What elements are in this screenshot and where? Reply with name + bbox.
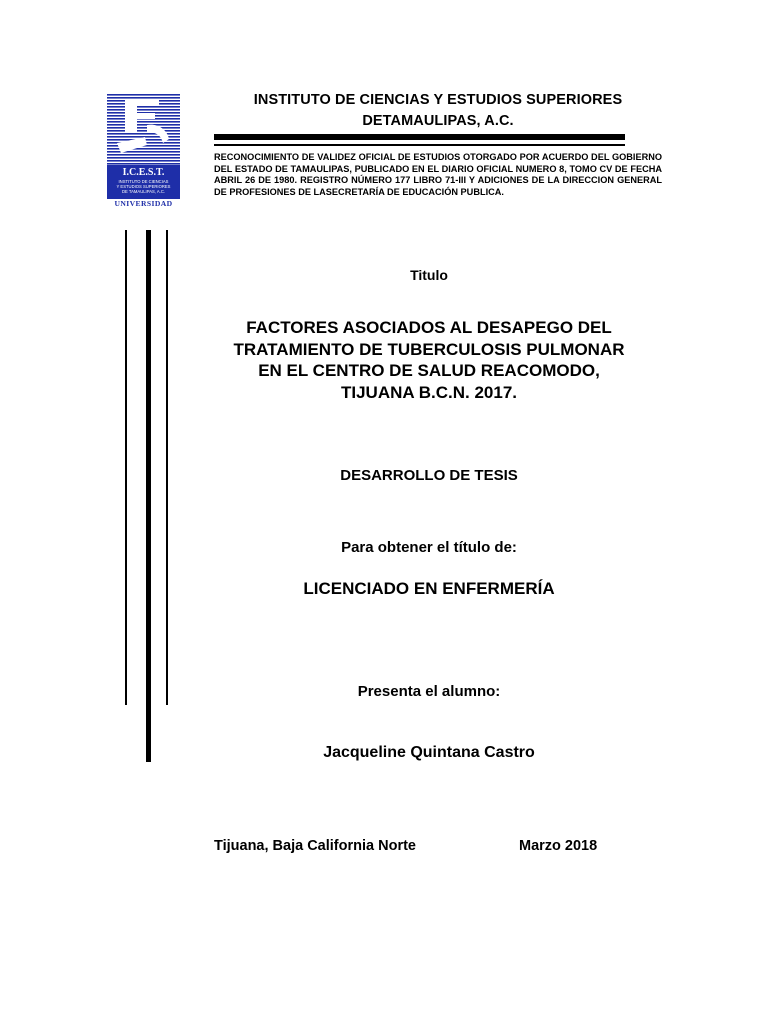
- institution-name-line-1: INSTITUTO DE CIENCIAS Y ESTUDIOS SUPERIORES: [253, 92, 623, 108]
- thesis-title-line: FACTORES ASOCIADOS AL DESAPEGO DEL: [246, 318, 612, 337]
- svg-text:Y ESTUDIOS SUPERIORES: Y ESTUDIOS SUPERIORES: [116, 184, 171, 189]
- institution-name-line-2: DETAMAULIPAS, A.C.: [362, 113, 514, 129]
- logo-stripe: [107, 130, 180, 132]
- place: Tijuana, Baja California Norte: [214, 838, 416, 854]
- logo-stripe: [107, 121, 180, 123]
- thesis-title: [200, 317, 658, 403]
- title-label: Titulo: [410, 267, 448, 283]
- rvoe-statement: RECONOCIMIENTO DE VALIDEZ OFICIAL DE ESTUDIOS OTORGADO POR ACUERDO DEL GOBIERNO DEL ESTADO DE TAMAULIPAS, PUBLICADO EN EL DIARIO OFICIAL NUMERO 8, TOMO CV DE FECHA ABRIL 26 DE 1980. REGISTRO NÚMERO 177 LIBRO 71-III Y ADICIONES DE LA DIRECCION GENERAL DE PROFESIONES DE LASECRETARÍA DE EDUCACIÓN PUBLICA.: [214, 152, 662, 197]
- student-name: Jacqueline Quintana Castro: [323, 744, 535, 761]
- decorative-bar-center: [146, 230, 151, 762]
- logo-stripe: [107, 154, 180, 156]
- presenter-label: Presenta el alumno:: [357, 683, 501, 700]
- degree-intro: Para obtener el título de:: [341, 539, 517, 556]
- logo-stripe: [107, 109, 180, 111]
- logo-stripe: [107, 151, 180, 153]
- logo-stripe: [107, 148, 180, 150]
- thesis-title-line: EN EL CENTRO DE SALUD REACOMODO,: [258, 361, 600, 380]
- logo-stripe: [107, 106, 180, 108]
- logo-stripe: [107, 127, 180, 129]
- logo-stripe: [107, 163, 180, 165]
- decorative-bar-right: [166, 230, 168, 705]
- header-rule-thin: [214, 144, 625, 146]
- thesis-type: DESARROLLO DE TESIS: [340, 467, 518, 484]
- logo-stripe: [107, 97, 180, 99]
- svg-text:I.C.E.S.T.: I.C.E.S.T.: [122, 167, 165, 178]
- date: Marzo 2018: [519, 838, 598, 854]
- logo-stripe: [107, 133, 180, 135]
- logo-stripe: [107, 124, 180, 126]
- thesis-title-line: TIJUANA B.C.N. 2017.: [340, 382, 518, 402]
- degree-name: LICENCIADO EN ENFERMERÍA: [303, 579, 555, 598]
- thesis-title-line: TRATAMIENTO DE TUBERCULOSIS PULMONAR: [233, 339, 625, 359]
- svg-text:INSTITUTO DE CIENCIAS: INSTITUTO DE CIENCIAS: [118, 179, 169, 184]
- logo-stripe: [107, 160, 180, 162]
- svg-text:UNIVERSIDAD: UNIVERSIDAD: [114, 199, 173, 208]
- decorative-bar-left: [125, 230, 127, 705]
- header-rule-thick: [214, 134, 625, 140]
- svg-text:DE TAMAULIPAS, A.C.: DE TAMAULIPAS, A.C.: [121, 189, 166, 194]
- logo-stripe: [107, 94, 180, 96]
- icest-university-logo-icon: [107, 93, 180, 208]
- logo-stripe: [107, 157, 180, 159]
